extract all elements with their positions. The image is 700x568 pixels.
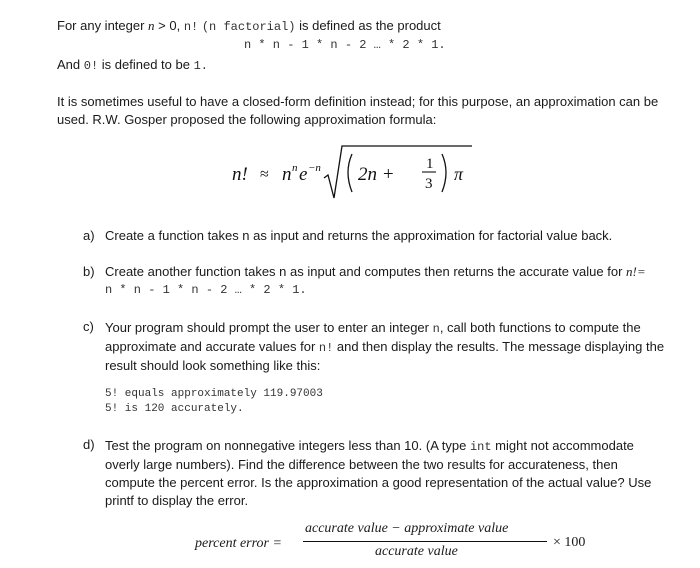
formula-lhs: n! bbox=[232, 164, 248, 185]
right-paren bbox=[442, 154, 446, 192]
gosper-formula bbox=[230, 142, 490, 204]
formula-base: n bbox=[282, 164, 292, 185]
formula-approx: ≈ bbox=[260, 166, 269, 183]
item-c-text: Your program should prompt the user to enter an integer n, call both functions to compute the approximate and accurate values for n! and then display the results. The message displaying the result should look something like this: bbox=[105, 320, 665, 373]
item-b-text: Create another function takes n as input and computes then returns the accurate value for n!= bbox=[105, 264, 646, 279]
item-b-code-line: n * n - 1 * n - 2 … * 2 * 1. bbox=[105, 283, 307, 297]
percent-error-denominator: accurate value bbox=[375, 544, 458, 559]
formula-frac-num: 1 bbox=[426, 156, 434, 172]
percent-error-fraction-bar bbox=[303, 541, 547, 542]
closed-form-paragraph: It is sometimes useful to have a closed-form definition instead; for this purpose, an approximation can be used. R.W. Gosper proposed the following approximation formula: bbox=[57, 94, 659, 127]
formula-exp1: n bbox=[292, 162, 298, 174]
gosper-formula-svg bbox=[230, 142, 490, 204]
intro-line-1: For any integer n > 0, n! (n factorial) is defined as the product bbox=[57, 18, 441, 34]
item-d-label: d) bbox=[83, 437, 95, 452]
percent-error-lhs: percent error = bbox=[195, 536, 282, 551]
item-a-label: a) bbox=[83, 228, 95, 243]
radical-sign bbox=[324, 146, 472, 198]
intro-line-2: And 0! is defined to be 1. bbox=[57, 57, 208, 73]
formula-inner: 2n + bbox=[358, 164, 395, 185]
item-d-text: Test the program on nonnegative integers less than 10. (A type int might not accommodate overly large numbers). Find the difference between the two results for accurateness, then compute the percent error. Is the approximation a good representation of the actual value? Use printf to display the error. bbox=[105, 438, 652, 508]
item-c-label: c) bbox=[83, 319, 94, 334]
percent-error-times: × 100 bbox=[553, 535, 586, 550]
intro-product-code: n * n - 1 * n - 2 … * 2 * 1. bbox=[244, 38, 446, 52]
item-c-output-1: 5! equals approximately 119.97003 bbox=[105, 388, 323, 400]
formula-e: e bbox=[299, 164, 308, 185]
item-b-label: b) bbox=[83, 264, 95, 279]
formula-exp2: −n bbox=[308, 162, 321, 174]
formula-pi: π bbox=[454, 164, 464, 184]
item-c-output-2: 5! is 120 accurately. bbox=[105, 403, 244, 415]
item-a-text: Create a function takes n as input and returns the approximation for factorial value back. bbox=[105, 228, 613, 243]
formula-frac-den: 3 bbox=[425, 176, 433, 192]
percent-error-numerator: accurate value − approximate value bbox=[305, 521, 509, 536]
left-paren bbox=[348, 154, 352, 192]
